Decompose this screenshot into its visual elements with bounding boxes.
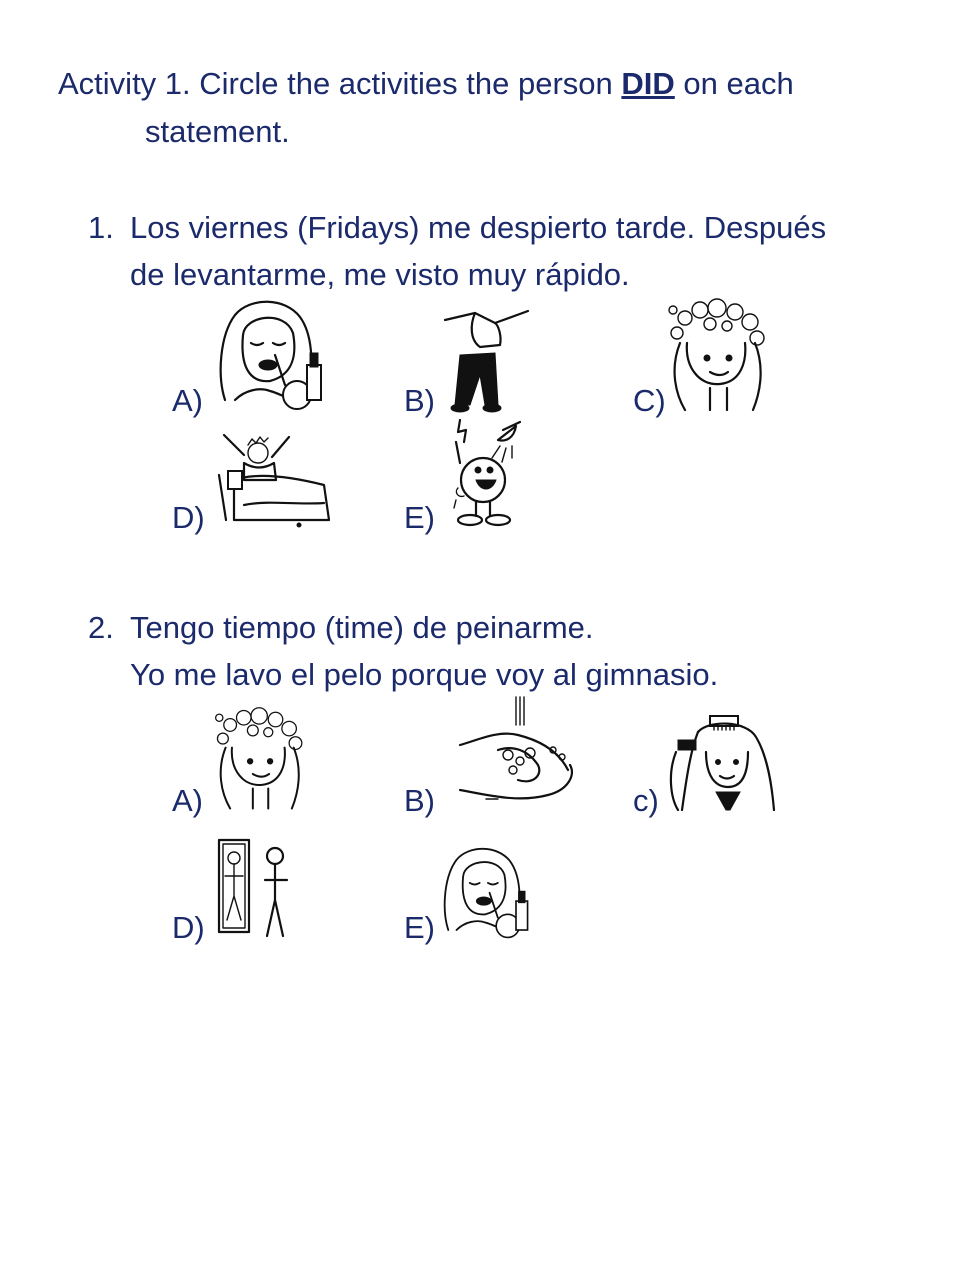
q2-option-b-label[interactable]: B) <box>404 783 435 818</box>
q1-option-c-label[interactable]: C) <box>633 383 666 418</box>
q1-option-e-label[interactable]: E) <box>404 500 435 535</box>
title-suffix: on each <box>674 66 794 101</box>
q2-option-d-label[interactable]: D) <box>172 910 205 945</box>
combing-hair-icon[interactable] <box>668 712 776 812</box>
q2-option-e-label[interactable]: E) <box>404 910 435 945</box>
waking-up-bed-icon[interactable] <box>214 425 334 530</box>
q1-line2: de levantarme, me visto muy rápido. <box>130 257 630 292</box>
dressing-person-icon[interactable] <box>440 305 535 415</box>
q2-line2: Yo me lavo el pelo porque voy al gimnasio. <box>130 657 719 692</box>
q1-option-a-label[interactable]: A) <box>172 383 203 418</box>
makeup-woman-icon[interactable] <box>215 295 330 413</box>
q1-line1: Los viernes (Fridays) me despierto tarde. Después <box>130 210 827 245</box>
q2-number: 2. <box>88 610 114 645</box>
q1-option-d-label[interactable]: D) <box>172 500 205 535</box>
showering-icon[interactable] <box>448 418 528 530</box>
activity-title <box>58 68 794 99</box>
makeup-woman-icon[interactable] <box>440 843 535 941</box>
title-prefix: Activity 1. Circle the activities the person <box>58 66 622 101</box>
activity-title-line2: statement. <box>145 114 290 149</box>
q2-option-a-label[interactable]: A) <box>172 783 203 818</box>
washing-hair-icon[interactable] <box>212 705 310 813</box>
washing-hands-icon[interactable] <box>458 695 586 810</box>
q1-number: 1. <box>88 210 114 245</box>
q2-line1: Tengo tiempo (time) de peinarme. <box>130 610 594 645</box>
mirror-person-icon[interactable] <box>215 836 295 944</box>
title-emphasis: DID <box>621 66 675 101</box>
q1-option-b-label[interactable]: B) <box>404 383 435 418</box>
q2-option-c-label[interactable]: c) <box>633 783 659 818</box>
washing-hair-icon[interactable] <box>665 298 773 413</box>
